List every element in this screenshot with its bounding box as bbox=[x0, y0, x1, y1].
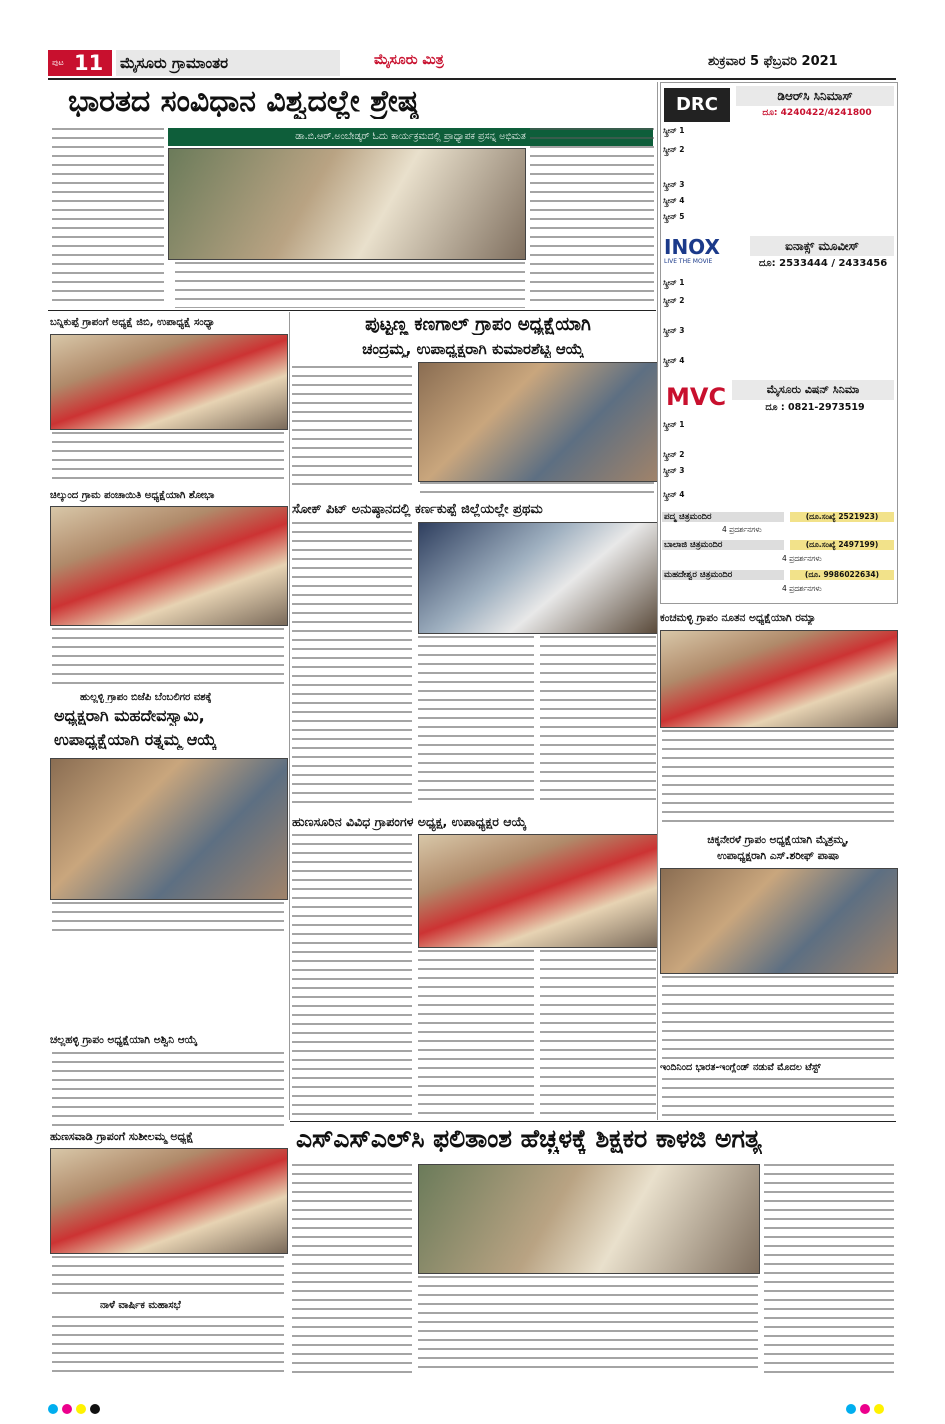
story-puttanna-photo bbox=[418, 362, 658, 482]
story-sslc-body-3 bbox=[764, 1164, 894, 1374]
registration-mark-yellow bbox=[874, 1404, 884, 1414]
mvc-row: ಸ್ಕ್ರೀನ್ 3 bbox=[663, 466, 685, 475]
lead-headline: ಭಾರತದ ಸಂವಿಧಾನ ವಿಶ್ವದಲ್ಲೇ ಶ್ರೇಷ್ಠ bbox=[68, 84, 419, 119]
story-kanchamalli-headline: ಕಂಚಮಳ್ಳಿ ಗ್ರಾಪಂ ನೂತನ ಅಧ್ಯಕ್ಷೆಯಾಗಿ ರಮ್ಯಾ bbox=[660, 612, 817, 624]
story-sokepit-photo bbox=[418, 522, 658, 634]
story-hunasavadi-body bbox=[52, 1256, 284, 1296]
registration-mark-magenta bbox=[62, 1404, 72, 1414]
story-chilkunda-body bbox=[52, 628, 284, 690]
mvc-row: ಸ್ಕ್ರೀನ್ 2 bbox=[663, 450, 685, 459]
drc-row: ಸ್ಕ್ರೀನ್ 3 bbox=[663, 180, 685, 189]
page-number-box bbox=[48, 50, 112, 76]
page-label: ಪುಟ bbox=[52, 58, 64, 67]
story-puttanna-headline-1: ಪುಟ್ಟಣ್ಣ ಕಣಗಾಲ್ ಗ್ರಾಪಂ ಅಧ್ಯಕ್ಷೆಯಾಗಿ bbox=[365, 314, 591, 335]
inox-name: ಐನಾಕ್ಸ್ ಮೂವೀಸ್ bbox=[750, 236, 894, 256]
lead-body-col1 bbox=[52, 128, 164, 306]
story-hunsur-photo bbox=[418, 834, 658, 948]
story-hunasavadi-photo bbox=[50, 1148, 288, 1254]
story-chilkunda-headline: ಚಿಲ್ಕುಂದ ಗ್ರಾಮ ಪಂಚಾಯಿತಿ ಅಧ್ಯಕ್ಷೆಯಾಗಿ ಶೋಭಾ bbox=[50, 490, 215, 501]
theatre-phone: (ದೂ. 9986022634) bbox=[790, 570, 894, 580]
story-hunasavadi-headline: ಹುಣಸವಾಡಿ ಗ್ರಾಪಂಗೆ ಸುಶೀಲಮ್ಮ ಅಧ್ಯಕ್ಷೆ bbox=[50, 1130, 194, 1143]
story-bannikuppe-body bbox=[52, 432, 284, 486]
story-puttanna-caption bbox=[420, 482, 654, 496]
lead-body-col3 bbox=[530, 128, 654, 308]
mvc-logo: MVC bbox=[666, 383, 727, 411]
lead-bottom-rule bbox=[48, 310, 656, 311]
inox-row: ಸ್ಕ್ರೀನ್ 1 bbox=[663, 278, 685, 287]
theatre-shows: 4 ಪ್ರದರ್ಶನಗಳು bbox=[722, 525, 762, 534]
story-challahalli-body bbox=[52, 1052, 284, 1126]
story-hunsur-body-2 bbox=[418, 950, 534, 1120]
column-rule bbox=[657, 82, 658, 1120]
theatre-shows: 4 ಪ್ರದರ್ಶನಗಳು bbox=[782, 554, 822, 563]
story-chikkanerale-body bbox=[662, 976, 894, 1060]
lead-body-col2 bbox=[175, 262, 525, 308]
story-sokepit-headline: ಸೋಕ್ ಪಿಟ್ ಅನುಷ್ಠಾನದಲ್ಲಿ ಕರ್ಣಕುಪ್ಪೆ ಜಿಲ್ಲೆಯಲ್ಲೇ ಪ್ರಥಮ bbox=[292, 502, 543, 517]
registration-mark-cyan bbox=[48, 1404, 58, 1414]
drc-row: ಸ್ಕ್ರೀನ್ 4 bbox=[663, 196, 685, 205]
theatre-mahadeshwara bbox=[662, 570, 894, 600]
inox-tagline: LIVE THE MOVIE bbox=[664, 258, 713, 265]
mvc-phone: ದೂ : 0821-2973519 bbox=[765, 402, 865, 413]
registration-mark-yellow bbox=[76, 1404, 86, 1414]
column-rule bbox=[289, 312, 290, 1120]
drc-row: ಸ್ಕ್ರೀನ್ 5 bbox=[663, 212, 685, 221]
theatre-shows: 4 ಪ್ರದರ್ಶನಗಳು bbox=[782, 584, 822, 593]
story-hullalli-photo bbox=[50, 758, 288, 900]
lead-kicker: ಡಾ.ಬಿ.ಆರ್.ಅಂಬೇಡ್ಕರ್ ಓದು ಕಾರ್ಯಕ್ರಮದಲ್ಲಿ ಪ್ರಾಧ್ಯಾಪಕ ಪ್ರಸನ್ನ ಅಭಿಮತ bbox=[168, 128, 653, 146]
story-hunsur-body-1 bbox=[292, 834, 412, 1120]
story-bannikuppe-photo bbox=[50, 334, 288, 430]
theatre-name: ಪದ್ಮ ಚಿತ್ರಮಂದಿರ bbox=[662, 512, 784, 522]
drc-phone: ದೂ: 4240422/4241800 bbox=[762, 108, 872, 118]
theatre-name: ಮಹದೇಶ್ವರ ಚಿತ್ರಮಂದಿರ bbox=[662, 570, 784, 580]
section-title: ಮೈಸೂರು ಗ್ರಾಮಾಂತರ bbox=[116, 50, 340, 76]
story-chikkanerale-photo bbox=[660, 868, 898, 974]
story-sslc-body-1 bbox=[292, 1164, 412, 1374]
story-sokepit-body-2 bbox=[418, 636, 534, 806]
mvc-row: ಸ್ಕ್ರೀನ್ 1 bbox=[663, 420, 685, 429]
story-annual-meeting-headline: ನಾಳೆ ವಾರ್ಷಿಕ ಮಹಾಸಭೆ bbox=[100, 1300, 181, 1311]
theatre-name: ಬಾಲಾಜಿ ಚಿತ್ರಮಂದಿರ bbox=[662, 540, 784, 550]
registration-mark-cyan bbox=[846, 1404, 856, 1414]
story-hullalli-headline-2: ಉಪಾಧ್ಯಕ್ಷೆಯಾಗಿ ರತ್ನಮ್ಮ ಆಯ್ಕೆ bbox=[54, 730, 217, 749]
theatre-padma bbox=[662, 512, 894, 538]
story-sslc-body-2 bbox=[418, 1276, 758, 1374]
section-rule bbox=[290, 1121, 896, 1122]
page-date: ಶುಕ್ರವಾರ 5 ಫೆಬ್ರವರಿ 2021 bbox=[708, 54, 838, 69]
story-bannikuppe-headline: ಬನ್ನಿಕುಪ್ಪೆ ಗ್ರಾಪಂಗೆ ಅಧ್ಯಕ್ಷೆ ಜಿಬಿ, ಉಪಾಧ್ಯಕ್ಷೆ ಸಂಧ್ಯಾ bbox=[50, 317, 216, 328]
theatre-phone: (ದೂ.ಸಂಖ್ಯೆ 2497199) bbox=[790, 540, 894, 550]
story-annual-meeting-body bbox=[52, 1316, 284, 1372]
drc-row: ಸ್ಕ್ರೀನ್ 2 bbox=[663, 145, 685, 154]
story-hunsur-body-3 bbox=[540, 950, 656, 1120]
drc-logo: DRC bbox=[664, 88, 730, 122]
masthead: ಮೈಸೂರು ಮಿತ್ರ bbox=[374, 52, 444, 68]
registration-mark-black bbox=[90, 1404, 100, 1414]
mvc-row: ಸ್ಕ್ರೀನ್ 4 bbox=[663, 490, 685, 499]
lead-photo bbox=[168, 148, 526, 260]
story-hullalli-body bbox=[52, 902, 284, 932]
registration-mark-magenta bbox=[860, 1404, 870, 1414]
inox-row: ಸ್ಕ್ರೀನ್ 4 bbox=[663, 356, 685, 365]
story-chikkanerale-headline-2: ಉಪಾಧ್ಯಕ್ಷರಾಗಿ ಎಸ್.ಶರೀಫ್ ಪಾಷಾ bbox=[717, 850, 839, 862]
story-hunsur-headline: ಹುಣಸೂರಿನ ವಿವಿಧ ಗ್ರಾಪಂಗಳ ಅಧ್ಯಕ್ಷ, ಉಪಾಧ್ಯಕ್ಷರ ಆಯ್ಕೆ bbox=[292, 814, 527, 829]
story-chilkunda-photo bbox=[50, 506, 288, 626]
mvc-name: ಮೈಸೂರು ವಿಷನ್ ಸಿನಿಮಾ bbox=[732, 380, 894, 400]
story-puttanna-body bbox=[292, 366, 412, 492]
story-sslc-headline: ಎಸ್‌ಎಸ್‌ಎಲ್‌ಸಿ ಫಲಿತಾಂಶ ಹೆಚ್ಚಳಕ್ಕೆ ಶಿಕ್ಷಕರ ಕಾಳಜಿ ಅಗತ್ಯ bbox=[296, 1124, 762, 1153]
inox-logo bbox=[664, 236, 744, 270]
drc-name: ಡಿಆರ್‌ಸಿ ಸಿನಿಮಾಸ್ bbox=[736, 86, 894, 106]
story-hullalli-headline-1: ಅಧ್ಯಕ್ಷರಾಗಿ ಮಹದೇವಸ್ವಾಮಿ, bbox=[54, 706, 205, 725]
inox-phone: ದೂ: 2533444 / 2433456 bbox=[758, 258, 888, 269]
story-sokepit-body-1 bbox=[292, 522, 412, 806]
theatre-phone: (ದೂ.ಸಂಖ್ಯೆ 2521923) bbox=[790, 512, 894, 522]
drc-row: ಸ್ಕ್ರೀನ್ 1 bbox=[663, 126, 685, 135]
story-kanchamalli-photo bbox=[660, 630, 898, 728]
story-chikkanerale-headline-1: ಚಿಕ್ಕನೇರಳೆ ಗ್ರಾಪಂ ಅಧ್ಯಕ್ಷೆಯಾಗಿ ಮೈತ್ರಮ್ಮ, bbox=[707, 834, 849, 846]
inox-row: ಸ್ಕ್ರೀನ್ 2 bbox=[663, 296, 685, 305]
inox-logo-text: INOX bbox=[664, 235, 720, 259]
page-header bbox=[48, 50, 896, 76]
story-cricket-headline: ಇಂದಿನಿಂದ ಭಾರತ-ಇಂಗ್ಲೆಂಡ್ ನಡುವೆ ಮೊದಲ ಟೆಸ್ಟ್ bbox=[660, 1062, 821, 1073]
story-sokepit-body-3 bbox=[540, 636, 656, 806]
inox-row: ಸ್ಕ್ರೀನ್ 3 bbox=[663, 326, 685, 335]
story-sslc-photo bbox=[418, 1164, 760, 1274]
story-challahalli-headline: ಚಲ್ಲಹಳ್ಳಿ ಗ್ರಾಪಂ ಅಧ್ಯಕ್ಷೆಯಾಗಿ ಅಶ್ವಿನಿ ಆಯ್ಕೆ bbox=[50, 1034, 198, 1046]
header-rule bbox=[48, 78, 896, 80]
story-cricket-body bbox=[662, 1078, 894, 1118]
story-hullalli-kicker: ಹುಲ್ಲಳ್ಳಿ ಗ್ರಾಪಂ ಬಿಜೆಪಿ ಬೆಂಬಲಿಗರ ವಶಕ್ಕೆ bbox=[80, 692, 212, 703]
page-number: 11 bbox=[74, 51, 104, 75]
story-kanchamalli-body bbox=[662, 730, 894, 828]
story-puttanna-headline-2: ಚಂದ್ರಮ್ಮ, ಉಪಾಧ್ಯಕ್ಷರಾಗಿ ಕುಮಾರಶೆಟ್ಟಿ ಆಯ್ಕೆ bbox=[362, 340, 584, 358]
theatre-balaji bbox=[662, 540, 894, 568]
